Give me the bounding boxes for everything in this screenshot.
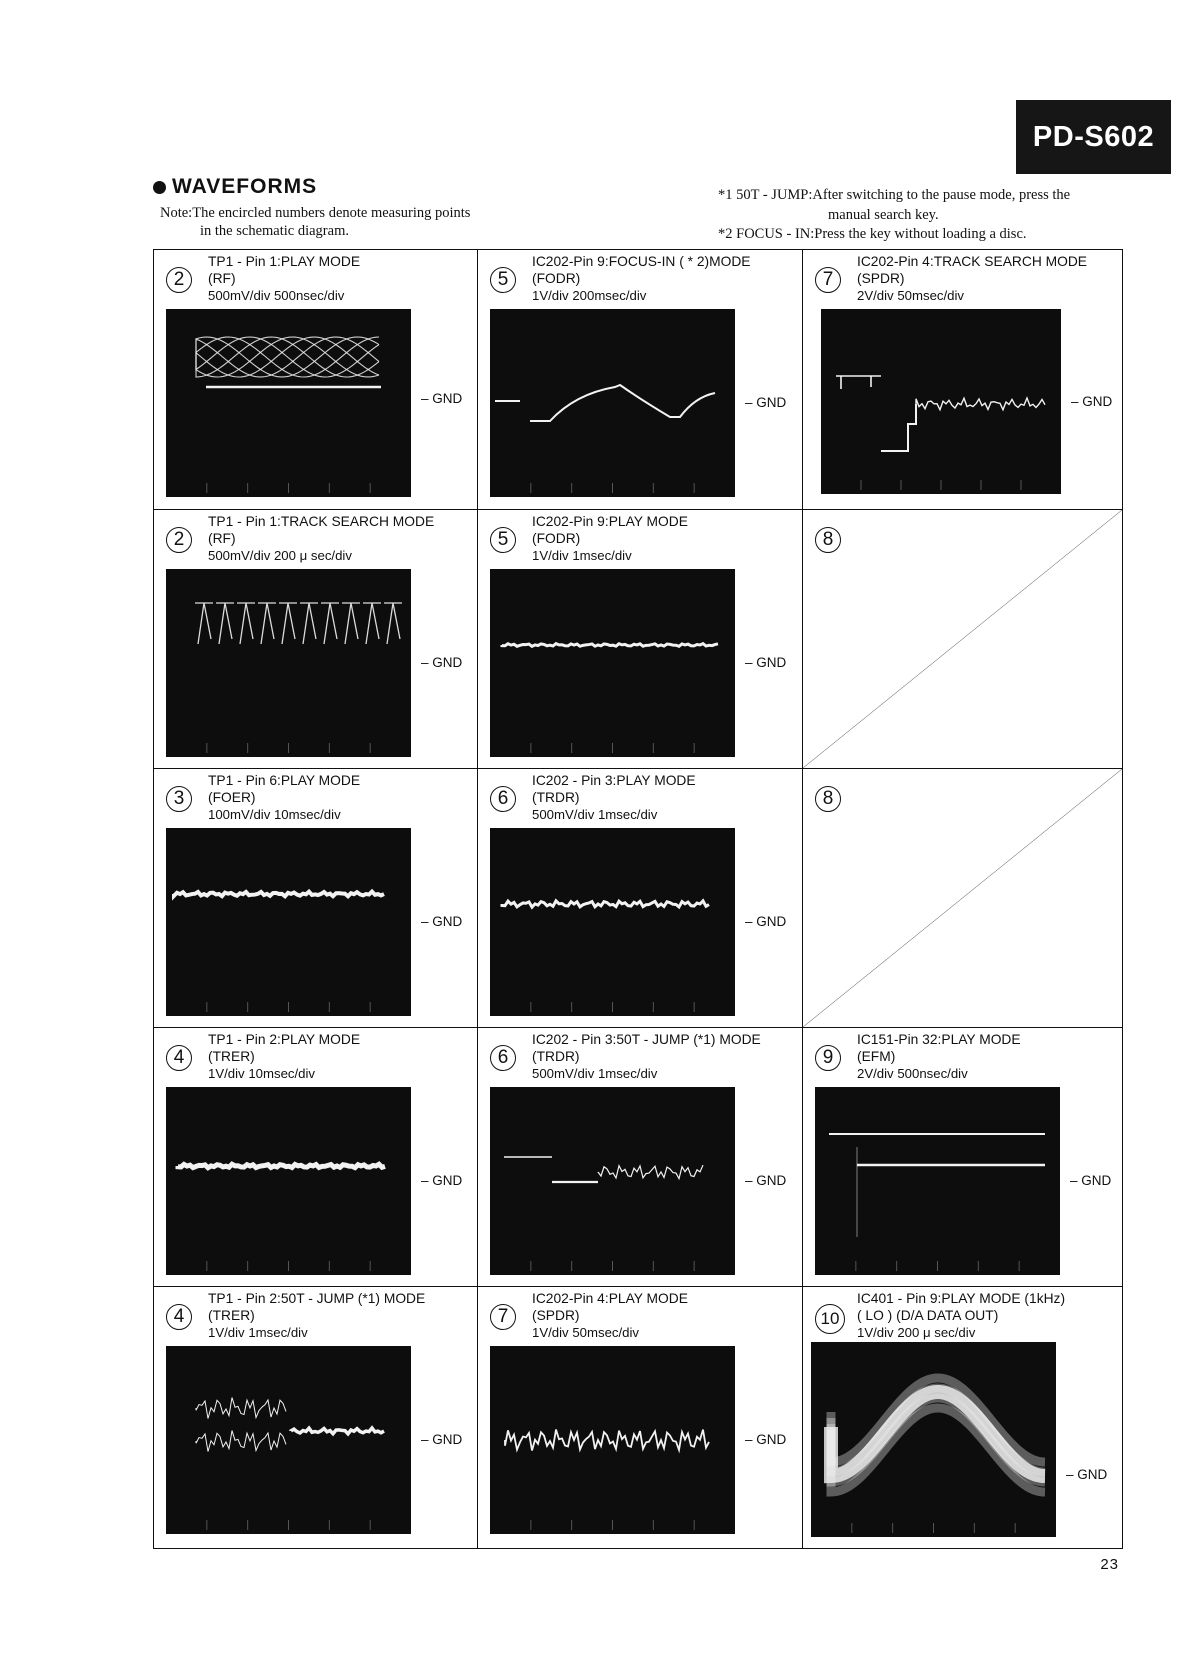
waveform-cell [154,1028,478,1287]
measuring-point-number: 5 [490,267,516,293]
waveform-header [208,772,360,823]
waveform-trace [490,828,735,1016]
waveform-cell [803,769,1122,1028]
unused-cell-diagonal [803,769,1122,1027]
waveform-header [532,772,696,823]
gnd-label: – GND [745,1432,787,1447]
signal-name: (TRER) [208,1308,255,1323]
waveform-cell [803,510,1122,769]
waveform-cell [154,1287,478,1548]
waveform-header [208,1031,360,1082]
waveform-trace [815,1087,1060,1275]
scale-label: 500mV/div 500nsec/div [208,288,345,303]
measure-point-label: TP1 - Pin 2:50T - JUMP (*1) MODE [208,1291,426,1306]
oscilloscope-screen [166,1346,411,1534]
waveform-cell [478,769,803,1028]
scale-label: 1V/div 1msec/div [532,548,632,563]
oscilloscope-screen [490,569,735,757]
waveform-trace [166,569,411,757]
gnd-label: – GND [421,914,463,929]
measuring-point-number: 6 [490,786,516,812]
gnd-label: – GND [421,391,463,406]
scale-label: 1V/div 10msec/div [208,1066,316,1081]
waveform-trace [811,1342,1056,1537]
waveform-header [208,513,434,564]
waveform-cell [154,769,478,1028]
model-name: PD-S602 [1032,120,1155,153]
waveform-header [532,253,751,304]
waveform-cell [478,250,803,510]
signal-name: (TRDR) [532,790,580,805]
measure-point-label: TP1 - Pin 1:PLAY MODE [208,254,361,269]
waveform-header [208,1290,425,1341]
gnd-label: – GND [421,1173,463,1188]
bullet-icon [153,181,166,194]
waveform-trace [166,828,411,1016]
measuring-point-number: 7 [815,267,841,293]
gnd-label: – GND [1070,1173,1112,1188]
scale-label: 500mV/div 200 μ sec/div [208,548,352,563]
measuring-point-number: 6 [490,1045,516,1071]
gnd-label: – GND [745,655,787,670]
signal-name: (FODR) [532,531,581,546]
oscilloscope-screen [490,828,735,1016]
gnd-label: – GND [421,655,463,670]
oscilloscope-screen [490,309,735,497]
measuring-point-number: 10 [815,1304,845,1334]
oscilloscope-screen [166,309,411,497]
signal-name: (SPDR) [532,1308,580,1323]
oscilloscope-screen [490,1087,735,1275]
waveform-grid [153,249,1123,1549]
waveform-trace [821,309,1061,494]
measuring-point-number: 5 [490,527,516,553]
waveform-cell [154,510,478,769]
oscilloscope-screen [166,828,411,1016]
measuring-point-number: 8 [815,786,841,812]
scale-label: 1V/div 200msec/div [532,288,647,303]
waveform-header [857,1031,1021,1082]
measure-point-label: IC401 - Pin 9:PLAY MODE (1kHz) [857,1291,1066,1306]
oscilloscope-screen [811,1342,1056,1537]
measure-point-label: TP1 - Pin 2:PLAY MODE [208,1032,361,1047]
footnote-1-line-1: *1 50T - JUMP:After switching to the pause mode, press the [718,187,1071,203]
gnd-label: – GND [745,395,787,410]
waveform-trace [490,309,735,497]
waveform-trace [166,309,411,497]
gnd-label: – GND [1071,393,1113,409]
footnote-2: *2 FOCUS - IN:Press the key without loading a disc. [718,226,1027,242]
oscilloscope-screen [166,1087,411,1275]
measuring-point-number: 7 [490,1304,516,1330]
signal-name: (FOER) [208,790,256,805]
scale-label: 1V/div 1msec/div [208,1325,308,1340]
measuring-point-number: 3 [166,786,192,812]
oscilloscope-screen [821,309,1061,494]
signal-name: (EFM) [857,1049,896,1064]
measuring-point-number: 4 [166,1045,192,1071]
scale-label: 2V/div 50msec/div [857,288,965,303]
measure-point-label: IC202 - Pin 3:PLAY MODE [532,773,696,788]
measuring-point-number: 8 [815,527,841,553]
gnd-label: – GND [1066,1467,1108,1482]
waveform-cell [154,250,478,510]
signal-name: (SPDR) [857,271,905,286]
measuring-point-number: 2 [166,527,192,553]
waveform-header [208,253,360,304]
measure-point-label: IC151-Pin 32:PLAY MODE [857,1032,1021,1047]
scale-label: 1V/div 50msec/div [532,1325,640,1340]
measure-point-label: TP1 - Pin 6:PLAY MODE [208,773,361,788]
oscilloscope-screen [490,1346,735,1534]
measuring-point-number: 4 [166,1304,192,1330]
waveform-header [857,1290,1065,1341]
scale-label: 500mV/div 1msec/div [532,807,658,822]
measure-point-label: IC202-Pin 4:TRACK SEARCH MODE [857,254,1088,269]
waveform-header [532,513,688,564]
scale-label: 2V/div 500nsec/div [857,1066,968,1081]
waveform-cell [803,1287,1122,1548]
measure-point-label: IC202-Pin 9:PLAY MODE [532,514,688,529]
scale-label: 1V/div 200 μ sec/div [857,1325,976,1340]
waveform-trace [166,1087,411,1275]
unused-cell-diagonal [803,510,1122,768]
section-title-text: WAVEFORMS [172,175,318,198]
measuring-point-number: 2 [166,267,192,293]
waveform-cell [803,250,1122,510]
oscilloscope-screen [166,569,411,757]
page-number: 23 [1100,1556,1119,1573]
signal-name: (TRER) [208,1049,255,1064]
signal-name: (RF) [208,271,236,286]
waveform-trace [490,1087,735,1275]
waveform-cell [803,1028,1122,1287]
waveform-cell [478,510,803,769]
waveform-trace [166,1346,411,1534]
section-title [153,175,317,199]
waveform-header [532,1290,688,1341]
measure-point-label: IC202-Pin 4:PLAY MODE [532,1291,688,1306]
waveform-trace [490,1346,735,1534]
measuring-point-number: 9 [815,1045,841,1071]
footnotes [718,186,1070,245]
signal-name: (FODR) [532,271,581,286]
signal-name: ( LO ) (D/A DATA OUT) [857,1308,999,1323]
note-line-2: in the schematic diagram. [200,223,349,239]
waveform-cell [478,1287,803,1548]
waveform-header [857,253,1087,304]
measure-point-label: TP1 - Pin 1:TRACK SEARCH MODE [208,514,435,529]
oscilloscope-screen [815,1087,1060,1275]
note-line-1: Note:The encircled numbers denote measuring points [160,205,471,221]
measure-point-label: IC202-Pin 9:FOCUS-IN ( * 2)MODE [532,254,751,269]
model-badge [1016,100,1171,174]
scale-label: 100mV/div 10msec/div [208,807,341,822]
signal-name: (RF) [208,531,236,546]
gnd-label: – GND [745,1173,787,1188]
note [160,204,470,240]
gnd-label: – GND [421,1432,463,1447]
footnote-1-line-2: manual search key. [828,206,939,223]
measure-point-label: IC202 - Pin 3:50T - JUMP (*1) MODE [532,1032,761,1047]
gnd-label: – GND [745,914,787,929]
waveform-header [532,1031,761,1082]
waveform-cell [478,1028,803,1287]
scale-label: 500mV/div 1msec/div [532,1066,658,1081]
signal-name: (TRDR) [532,1049,580,1064]
waveform-trace [490,569,735,757]
